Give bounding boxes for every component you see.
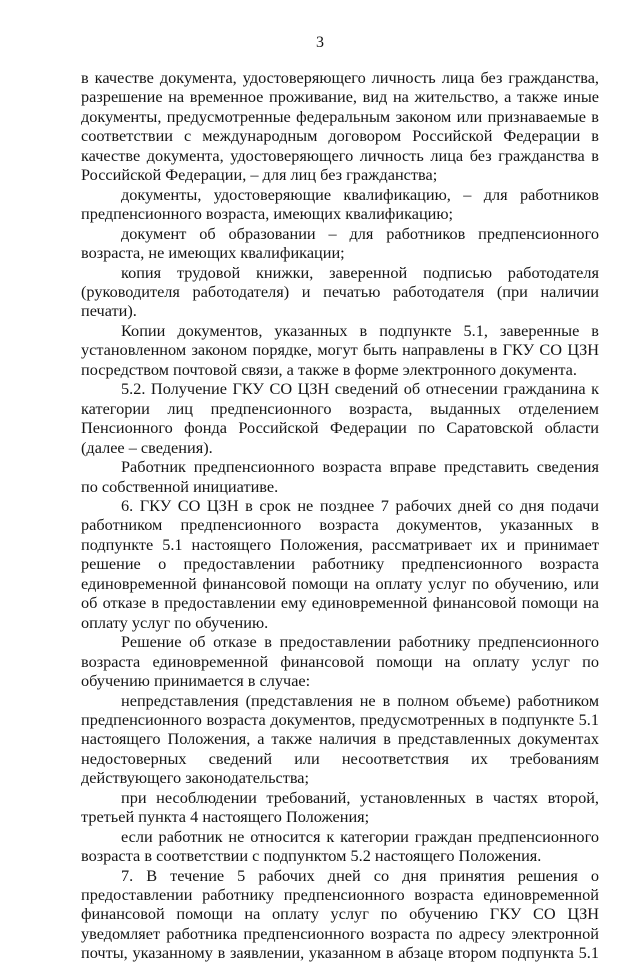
paragraph: 7. В течение 5 рабочих дней со дня принятия решения о предоставлении работнику предпенсионного возраста единовременной финансовой помощи на оплату услуг по обучению ГКУ СО ЦЗН уведомляет работника предпенсионного возраста по адресу электронной почты, указанному в заявлении, указанном в абзаце втором подпункта 5.1 xyxy=(81,865,599,963)
paragraph: документ об образовании – для работников предпенсионного возраста, не имеющих квалификации; xyxy=(81,223,599,263)
document-body xyxy=(81,68,599,963)
page-number: 3 xyxy=(316,34,324,51)
paragraph: 6. ГКУ СО ЦЗН в срок не позднее 7 рабочих дней со дня подачи работником предпенсионного возраста документов, указанных в подпункте 5.1 настоящего Положения, рассматривает их и принимает решение о предоставлении работнику предпенсионного возраста единовременной финансовой помощи на оплату услуг по обучению, или об отказе в предоставлении ему единовременной финансовой помощи на оплату услуг по обучению. xyxy=(81,495,599,632)
paragraph: непредставления (представления не в полном объеме) работником предпенсионного возраста документов, предусмотренных в подпункте 5.1 настоящего Положения, а также наличия в представленных документах недостоверных сведений или несоответствия их требованиям действующего законодательства; xyxy=(81,690,599,788)
paragraph: Копии документов, указанных в подпункте 5.1, заверенные в установленном законом порядке, могут быть направлены в ГКУ СО ЦЗН посредством почтовой связи, а также в форме электронного документа. xyxy=(81,320,599,379)
paragraph: Работник предпенсионного возраста вправе представить сведения по собственной инициативе. xyxy=(81,457,599,496)
paragraph: если работник не относится к категории граждан предпенсионного возраста в соответствии с подпунктом 5.2 настоящего Положения. xyxy=(81,826,599,866)
paragraph: Решение об отказе в предоставлении работнику предпенсионного возраста единовременной финансовой помощи на оплату услуг по обучению принимается в случае: xyxy=(81,632,599,691)
paragraph: 5.2. Получение ГКУ СО ЦЗН сведений об отнесении гражданина к категории лиц предпенсионного возраста, выданных отделением Пенсионного фонда Российской Федерации по Саратовской области (далее – сведения). xyxy=(81,379,599,457)
paragraph: копия трудовой книжки, заверенной подписью работодателя (руководителя работодателя) и печатью работодателя (при наличии печати). xyxy=(81,262,599,321)
paragraph: документы, удостоверяющие квалификацию, – для работников предпенсионного возраста, имеющих квалификацию; xyxy=(81,184,599,224)
paragraph: при несоблюдении требований, установленных в частях второй, третьей пункта 4 настоящего Положения; xyxy=(81,787,599,827)
paragraph: в качестве документа, удостоверяющего личность лица без гражданства, разрешение на временное проживание, вид на жительство, а также иные документы, предусмотренные федеральным законом или признаваемые в соответствии с международным договором Российской Федерации в качестве документа, удостоверяющего личность лица без гражданства в Российской Федерации, – для лиц без гражданства; xyxy=(81,68,599,185)
